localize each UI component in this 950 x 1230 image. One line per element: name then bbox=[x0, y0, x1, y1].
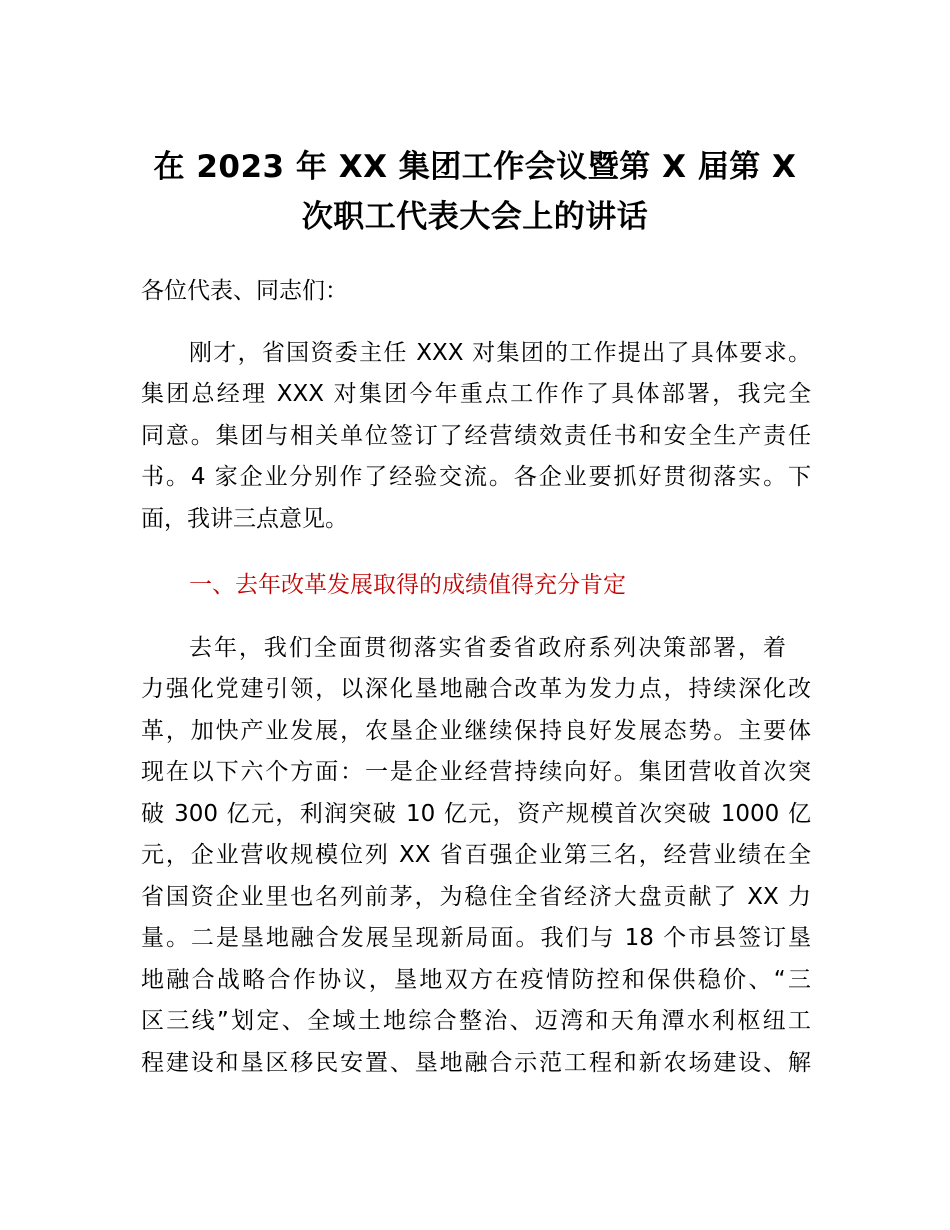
section-1-heading: 一、去年改革发展取得的成绩值得充分肯定 bbox=[189, 572, 626, 598]
section-1-line-5: 破 300 亿元，利润突破 10 亿元，资产规模首次突破 1000 亿 bbox=[141, 801, 811, 827]
section-1-line-6: 元，企业营收规模位列 XX 省百强企业第三名，经营业绩在全 bbox=[141, 842, 811, 868]
section-1-line-10: 区三线”划定、全域土地综合整治、迈湾和天角潭水利枢纽工 bbox=[141, 1008, 811, 1034]
paragraph-1-line-5: 面，我讲三点意见。 bbox=[141, 506, 348, 532]
paragraph-1-line-3: 同意。集团与相关单位签订了经营绩效责任书和安全生产责任 bbox=[141, 423, 811, 449]
section-1-line-2: 力强化党建引领，以深化垦地融合改革为发力点，持续深化改 bbox=[141, 676, 811, 702]
section-1-line-3: 革，加快产业发展，农垦企业继续保持良好发展态势。主要体 bbox=[141, 718, 811, 744]
section-1-line-11: 程建设和垦区移民安置、垦地融合示范工程和新农场建设、解 bbox=[141, 1050, 811, 1076]
paragraph-1-line-1: 刚才，省国资委主任 XXX 对集团的工作提出了具体要求。 bbox=[189, 340, 811, 366]
paragraph-1-line-2: 集团总经理 XXX 对集团今年重点工作作了具体部署，我完全 bbox=[141, 381, 811, 407]
section-1-line-1: 去年，我们全面贯彻落实省委省政府系列决策部署，着 bbox=[189, 635, 786, 661]
section-1-line-8: 量。二是垦地融合发展呈现新局面。我们与 18 个市县签订垦 bbox=[141, 925, 811, 951]
document-title-line-1: 在 2023 年 XX 集团工作会议暨第 X 届第 X bbox=[153, 149, 797, 185]
section-1-line-7: 省国资企业里也名列前茅，为稳住全省经济大盘贡献了 XX 力 bbox=[141, 884, 811, 910]
section-1-line-4: 现在以下六个方面：一是企业经营持续向好。集团营收首次突 bbox=[141, 759, 811, 785]
salutation: 各位代表、同志们： bbox=[141, 278, 348, 304]
section-1-line-9: 地融合战略合作协议，垦地双方在疫情防控和保供稳价、“三 bbox=[141, 967, 811, 993]
paragraph-1-line-4: 书。4 家企业分别作了经验交流。各企业要抓好贯彻落实。下 bbox=[141, 464, 811, 490]
document-title-line-2: 次职工代表大会上的讲话 bbox=[301, 199, 649, 235]
